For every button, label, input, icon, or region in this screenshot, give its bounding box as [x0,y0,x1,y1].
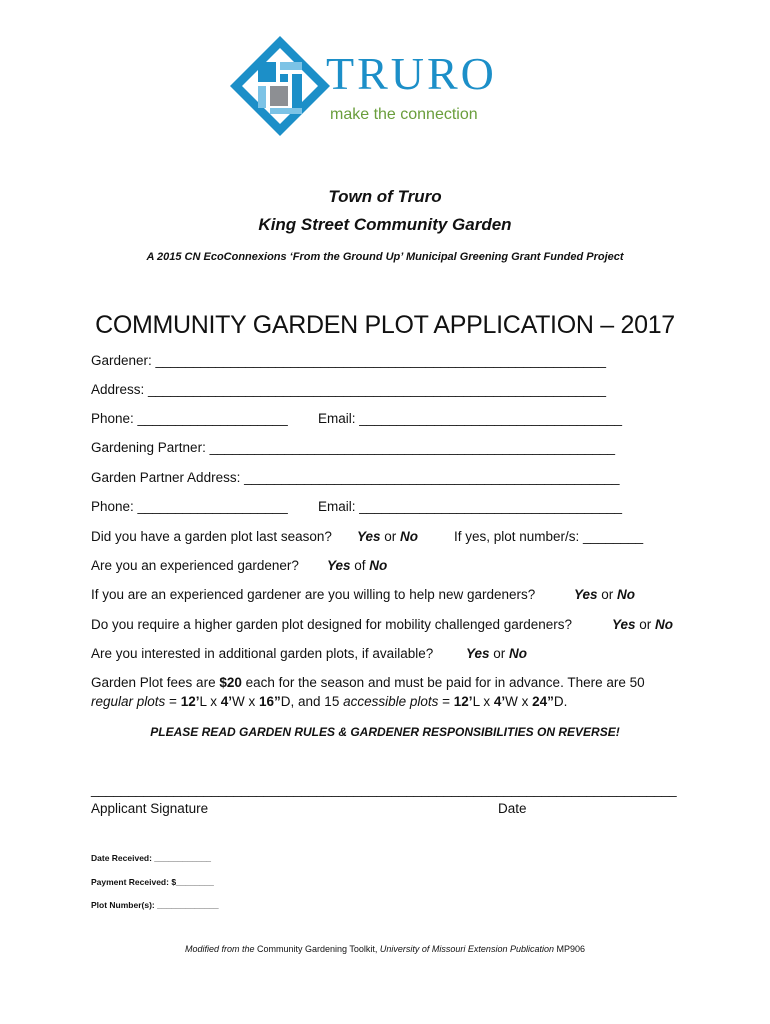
yes-option[interactable]: Yes [327,558,351,573]
address-field[interactable]: Address: _____________________________________________________________ [91,382,607,397]
footer-text: Modified from the [184,944,258,954]
town-heading: Town of Truro [328,187,442,206]
applicant-signature-label: Applicant Signature [91,801,209,816]
truro-emblem-icon [230,36,330,136]
fees-text: W x [232,694,259,709]
gardening-partner-field[interactable]: Gardening Partner: ______________________________________________________ [91,440,616,455]
answer-higher-plot[interactable] [612,617,673,632]
accessible-plots-label: accessible plots [343,694,439,709]
plot-number-field[interactable]: If yes, plot number/s: ________ [454,529,644,544]
truro-logo [230,36,550,136]
email-field[interactable]: Email: ___________________________________ [318,411,623,426]
answer-help-new[interactable] [574,587,635,602]
no-option[interactable]: No [655,617,674,632]
partner-address-field[interactable]: Garden Partner Address: __________________________________________________ [91,470,620,485]
question-last-season: Did you have a garden plot last season? [91,529,332,544]
dimension-value: 12’ [453,694,473,709]
yes-option[interactable]: Yes [466,646,490,661]
dimension-value: 12’ [180,694,200,709]
question-higher-plot: Do you require a higher garden plot designed for mobility challenged gardeners? [91,617,573,632]
partner-phone-field[interactable]: Phone: ____________________ [91,499,288,514]
yes-option[interactable]: Yes [357,529,381,544]
footer-credit [0,944,770,954]
footer-code: MP906 [553,944,586,954]
fees-text: = [438,694,454,709]
or-text: or [597,587,618,602]
payment-received-field[interactable]: Payment Received: $________ [91,877,214,887]
question-additional-plots: Are you interested in additional garden plots, if available? [91,646,434,661]
fees-text: W x [505,694,533,709]
date-label: Date [498,801,527,816]
fees-line-1 [91,675,645,690]
answer-experienced[interactable] [327,558,387,573]
dimension-value: 4’ [493,694,506,709]
page-title: COMMUNITY GARDEN PLOT APPLICATION – 2017 [95,311,675,339]
fees-text: D. [553,694,568,709]
dimension-value: 24” [532,694,554,709]
dimension-value: 16” [259,694,281,709]
question-experienced: Are you an experienced gardener? [91,558,299,573]
fees-text: Garden Plot fees are [91,675,220,690]
no-option[interactable]: No [400,529,419,544]
fees-text: L x [199,694,221,709]
yes-option[interactable]: Yes [574,587,598,602]
phone-field[interactable]: Phone: ____________________ [91,411,288,426]
answer-last-season[interactable] [357,529,418,544]
footer-toolkit: Community Gardening Toolkit, [257,944,378,954]
footer-publication: University of Missouri Extension Publication [377,944,554,954]
garden-heading: King Street Community Garden [258,215,512,234]
signature-line[interactable]: ______________________________________________________________________________ [91,782,677,797]
logo-wordmark: TRURO [326,48,497,99]
or-text: or [489,646,510,661]
no-option[interactable]: No [509,646,528,661]
or-text: of [350,558,370,573]
yes-option[interactable]: Yes [612,617,636,632]
question-help-new: If you are an experienced gardener are you willing to help new gardeners? [91,587,536,602]
no-option[interactable]: No [369,558,388,573]
answer-additional-plots[interactable] [466,646,527,661]
reverse-notice: PLEASE READ GARDEN RULES & GARDENER RESPONSIBILITIES ON REVERSE! [150,725,620,739]
or-text: or [635,617,656,632]
plot-numbers-field[interactable]: Plot Number(s): _____________ [91,900,219,910]
fees-text: each for the season and must be paid for in advance. There are 50 [241,675,645,690]
gardener-field[interactable]: Gardener: ____________________________________________________________ [91,353,607,368]
or-text: or [380,529,401,544]
fee-amount: $20 [219,675,242,690]
fees-text: D, and 15 [280,694,344,709]
fees-line-2 [91,694,567,709]
partner-email-field[interactable]: Email: ___________________________________ [318,499,623,514]
no-option[interactable]: No [617,587,636,602]
regular-plots-label: regular plots [91,694,166,709]
date-received-field[interactable]: Date Received: ____________ [91,853,212,863]
grant-line: A 2015 CN EcoConnexions ‘From the Ground Up’ Municipal Greening Grant Funded Project [146,251,624,263]
fees-text: = [165,694,181,709]
fees-text: L x [472,694,494,709]
dimension-value: 4’ [220,694,232,709]
logo-tagline: make the connection [330,106,478,123]
